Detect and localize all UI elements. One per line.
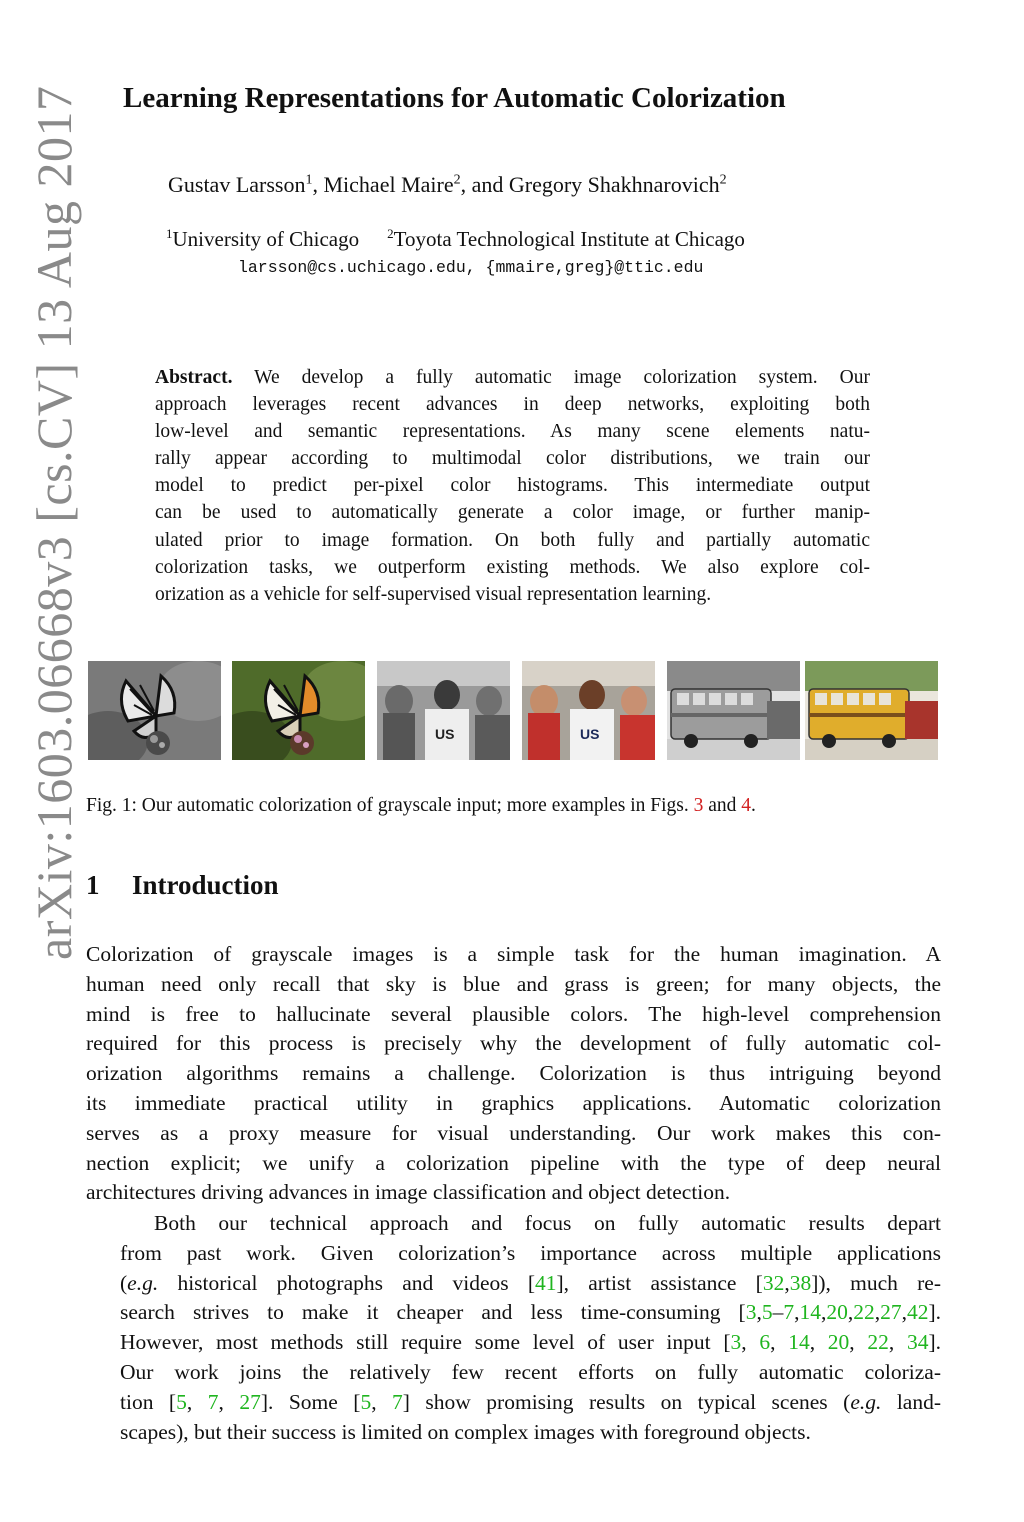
abstract-line: orization as a vehicle for self-supervised visual representation learning. (155, 583, 712, 605)
body-line: mind is free to hallucinate several plausible colors. The high-level comprehension (86, 1001, 941, 1026)
section-heading (86, 870, 279, 901)
figure-1-caption (86, 795, 956, 817)
citation-5[interactable]: 5 (761, 1300, 773, 1325)
citation-3[interactable]: 3 (730, 1330, 742, 1355)
affil-mark: 2 (719, 172, 727, 188)
abstract-line: rally appear according to multimodal color distributions, we train our (155, 448, 870, 470)
text: , (820, 1300, 827, 1325)
caption-text: and (703, 795, 742, 816)
abstract-line: can be used to automatically generate a color image, or further manip- (155, 502, 870, 524)
bus-colorized-image (805, 661, 938, 760)
figure-ref-4[interactable]: 4 (741, 795, 752, 816)
text: , (756, 1300, 762, 1325)
author-maire: , Michael Maire (312, 172, 454, 197)
body-line (86, 1298, 941, 1328)
citation-34[interactable]: 34 (906, 1330, 929, 1355)
caption-text: . (751, 795, 756, 816)
citation-22[interactable]: 22 (853, 1300, 875, 1325)
body-line (86, 1328, 941, 1358)
citation-7[interactable]: 7 (207, 1389, 219, 1414)
citation-3[interactable]: 3 (745, 1300, 757, 1325)
text: , (849, 1330, 868, 1355)
citation-20[interactable]: 20 (826, 1300, 848, 1325)
text: , (794, 1300, 800, 1325)
text: , (770, 1330, 789, 1355)
body-line (86, 1388, 941, 1418)
citation-5[interactable]: 5 (176, 1389, 187, 1414)
text: ] show promising results on typical scenes ( (402, 1389, 851, 1414)
abstract-line: ulated prior to image formation. On both fully and partially automatic (155, 529, 870, 551)
abstract (155, 364, 870, 608)
text: , (847, 1300, 854, 1325)
text: , (218, 1389, 240, 1414)
author-shakhnarovich: , and Gregory Shakhnarovich (460, 172, 720, 197)
body-line (86, 1269, 941, 1299)
affil-mark: 1 (166, 226, 173, 241)
citation-7[interactable]: 7 (392, 1389, 403, 1414)
body-line: architectures driving advances in image classification and object detection. (86, 1180, 731, 1205)
paper-title: Learning Representations for Automatic Colorization (123, 82, 786, 114)
text: , (901, 1300, 907, 1325)
section-number: 1 (86, 870, 100, 900)
citation-20[interactable]: 20 (827, 1330, 850, 1355)
text: ]), much re- (811, 1270, 941, 1295)
citation-22[interactable]: 22 (867, 1330, 889, 1355)
text: e.g. (850, 1389, 882, 1414)
text: , (888, 1330, 907, 1355)
text: ]. Some [ (260, 1389, 361, 1414)
body-line: Both our technical approach and focus on fully automatic results depart (154, 1211, 941, 1235)
text: , (809, 1330, 828, 1355)
text: However, most methods still require some level of user input [ (120, 1330, 731, 1355)
text: , (784, 1270, 790, 1295)
svg-text:US: US (580, 726, 600, 742)
text: historical photographs and videos [ (158, 1270, 535, 1295)
figure-1-images (88, 661, 938, 761)
body-line: nection explicit; we unify a colorization pipeline with the type of deep neural (86, 1150, 941, 1175)
affil-mark: 2 (453, 172, 461, 188)
butterfly-grayscale-image (88, 661, 221, 760)
citation-41[interactable]: 41 (535, 1270, 557, 1295)
author-list (168, 172, 888, 198)
abstract-line: low-level and semantic representations. As many scene elements natu- (155, 421, 870, 443)
author-emails: larsson@cs.uchicago.edu, {mmaire,greg}@ttic.edu (238, 258, 704, 277)
citation-5[interactable]: 5 (360, 1389, 372, 1414)
body-line: required for this process is precisely why the development of fully automatic col- (86, 1031, 941, 1056)
abstract-label: Abstract. (155, 367, 233, 388)
body-line: Our work joins the relatively few recent efforts on fully automatic coloriza- (120, 1359, 941, 1384)
text: land- (881, 1389, 942, 1414)
affil-mark: 2 (387, 226, 394, 241)
butterfly-colorized-image (232, 661, 365, 760)
basketball-colorized-image (522, 661, 655, 760)
text: ], artist assistance [ (556, 1270, 763, 1295)
citation-6[interactable]: 6 (759, 1330, 771, 1355)
affiliation-chicago: University of Chicago (172, 227, 360, 251)
text: ]. (928, 1330, 942, 1355)
text: e.g. (127, 1270, 159, 1295)
body-line: Colorization of grayscale images is a simple task for the human imagination. A (86, 942, 941, 966)
svg-text:US: US (435, 726, 455, 742)
text: , (874, 1300, 881, 1325)
body-line: human need only recall that sky is blue and grass is green; for many objects, the (86, 971, 941, 996)
citation-14[interactable]: 14 (799, 1300, 821, 1325)
intro-paragraph-1 (86, 940, 941, 1208)
bus-grayscale-image (667, 661, 800, 760)
text: – (772, 1300, 784, 1325)
text: ]. (928, 1300, 941, 1325)
intro-paragraph-2 (86, 1209, 941, 1447)
citation-32[interactable]: 32 (762, 1270, 785, 1295)
abstract-line: We develop a fully automatic image colorization system. Our (232, 367, 870, 388)
basketball-grayscale-image (377, 661, 510, 760)
abstract-line: approach leverages recent advances in deep networks, exploiting both (155, 394, 870, 416)
citation-38[interactable]: 38 (789, 1270, 812, 1295)
section-title: Introduction (132, 870, 279, 900)
abstract-line: model to predict per-pixel color histograms. This intermediate output (155, 475, 870, 497)
citation-7[interactable]: 7 (783, 1300, 795, 1325)
figure-ref-3[interactable]: 3 (693, 795, 704, 816)
affiliations (166, 226, 886, 252)
citation-27[interactable]: 27 (880, 1300, 902, 1325)
citation-27[interactable]: 27 (239, 1389, 261, 1414)
text: , (186, 1389, 208, 1414)
text: , (741, 1330, 760, 1355)
citation-14[interactable]: 14 (788, 1330, 810, 1355)
citation-42[interactable]: 42 (906, 1300, 929, 1325)
abstract-line: colorization tasks, we outperform existing methods. We also explore col- (155, 556, 870, 578)
body-line: serves as a proxy measure for visual understanding. Our work makes this con- (86, 1120, 941, 1145)
affil-mark: 1 (305, 172, 313, 188)
affiliation-ttic: Toyota Technological Institute at Chicago (393, 227, 745, 251)
body-line: from past work. Given colorization’s importance across multiple applications (120, 1240, 941, 1265)
caption-text: Fig. 1: Our automatic colorization of grayscale input; more examples in Figs. (86, 795, 694, 816)
text: , (371, 1389, 393, 1414)
text: ( (120, 1270, 128, 1295)
text: search strives to make it cheaper and less time-consuming [ (120, 1300, 746, 1325)
body-line: scapes), but their success is limited on complex images with foreground objects. (120, 1419, 811, 1444)
body-line: orization algorithms remains a challenge. Colorization is thus intriguing beyond (86, 1061, 941, 1086)
body-line: its immediate practical utility in graphics applications. Automatic colorization (86, 1090, 941, 1115)
text: tion [ (120, 1389, 177, 1414)
author-larsson: Gustav Larsson (168, 172, 306, 197)
arxiv-identifier-stamp: arXiv:1603.06668v3 [cs.CV] 13 Aug 2017 (26, 85, 82, 960)
